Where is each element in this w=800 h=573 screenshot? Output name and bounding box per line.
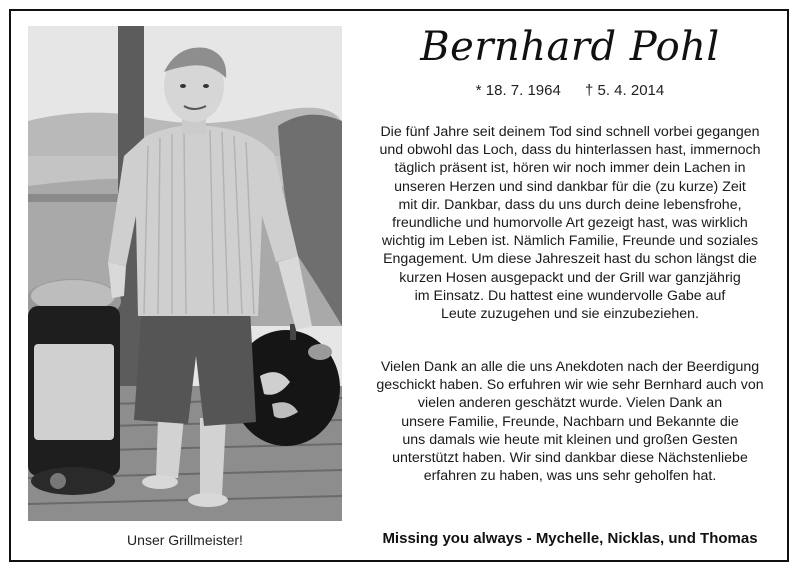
text-line: Vielen Dank an alle die uns Anekdoten nach der Beerdigung	[380, 359, 760, 375]
text-line: und obwohl das Loch, dass du hinterlassen hast, immernoch	[379, 142, 761, 159]
text-line: unseren Herzen und sind dankbar für die (zu kurze) Zeit	[394, 178, 746, 195]
life-dates	[360, 82, 780, 99]
text-line: freundliche und humorvolle Art gezeigt hast, was wirklich	[392, 215, 748, 232]
text-line: geschickt haben. So erfuhren wir wie sehr Bernhard auch von	[376, 377, 764, 394]
text-line: unterstützt haben. Wir sind dankbar diese Nächstenliebe	[392, 450, 748, 467]
birth-date: * 18. 7. 1964	[475, 82, 561, 99]
memorial-paragraph	[352, 123, 788, 323]
family-signoff: Missing you always - Mychelle, Nicklas, und Thomas	[382, 530, 758, 547]
text-line: im Einsatz. Du hattest eine wundervolle Gabe auf	[414, 287, 726, 304]
text-line: Die fünf Jahre seit deinem Tod sind schnell vorbei gegangen	[380, 124, 760, 140]
text-line: uns damals wie heute mit kleinen und großen Gesten	[402, 431, 738, 448]
text-line: täglich präsent ist, hören wir noch immer dein Lachen in	[394, 160, 746, 177]
text-line: vielen anderen geschätzt wurde. Vielen Dank an	[417, 395, 723, 412]
portrait-photo	[28, 26, 342, 521]
text-line: Engagement. Um diese Jahreszeit hast du schon längst die	[383, 251, 757, 268]
photo-caption: Unser Grillmeister!	[127, 532, 243, 548]
text-line: mit dir. Dankbar, dass du uns durch deine lebensfrohe,	[398, 196, 742, 213]
death-date: † 5. 4. 2014	[585, 82, 665, 99]
text-line: unsere Familie, Freunde, Nachbarn und Bekannte die	[401, 413, 739, 430]
text-line: erfahren zu haben, was uns sehr geholfen hat.	[423, 468, 717, 485]
text-line: Leute zuzugehen und sie einzubeziehen.	[441, 306, 699, 323]
thanks-paragraph	[352, 358, 788, 485]
text-line: wichtig im Leben ist. Nämlich Familie, Freunde und soziales	[381, 233, 759, 250]
text-line: kurzen Hosen ausgepackt und der Grill war ganzjährig	[399, 269, 741, 286]
deceased-name: Bernhard Pohl	[420, 24, 720, 70]
